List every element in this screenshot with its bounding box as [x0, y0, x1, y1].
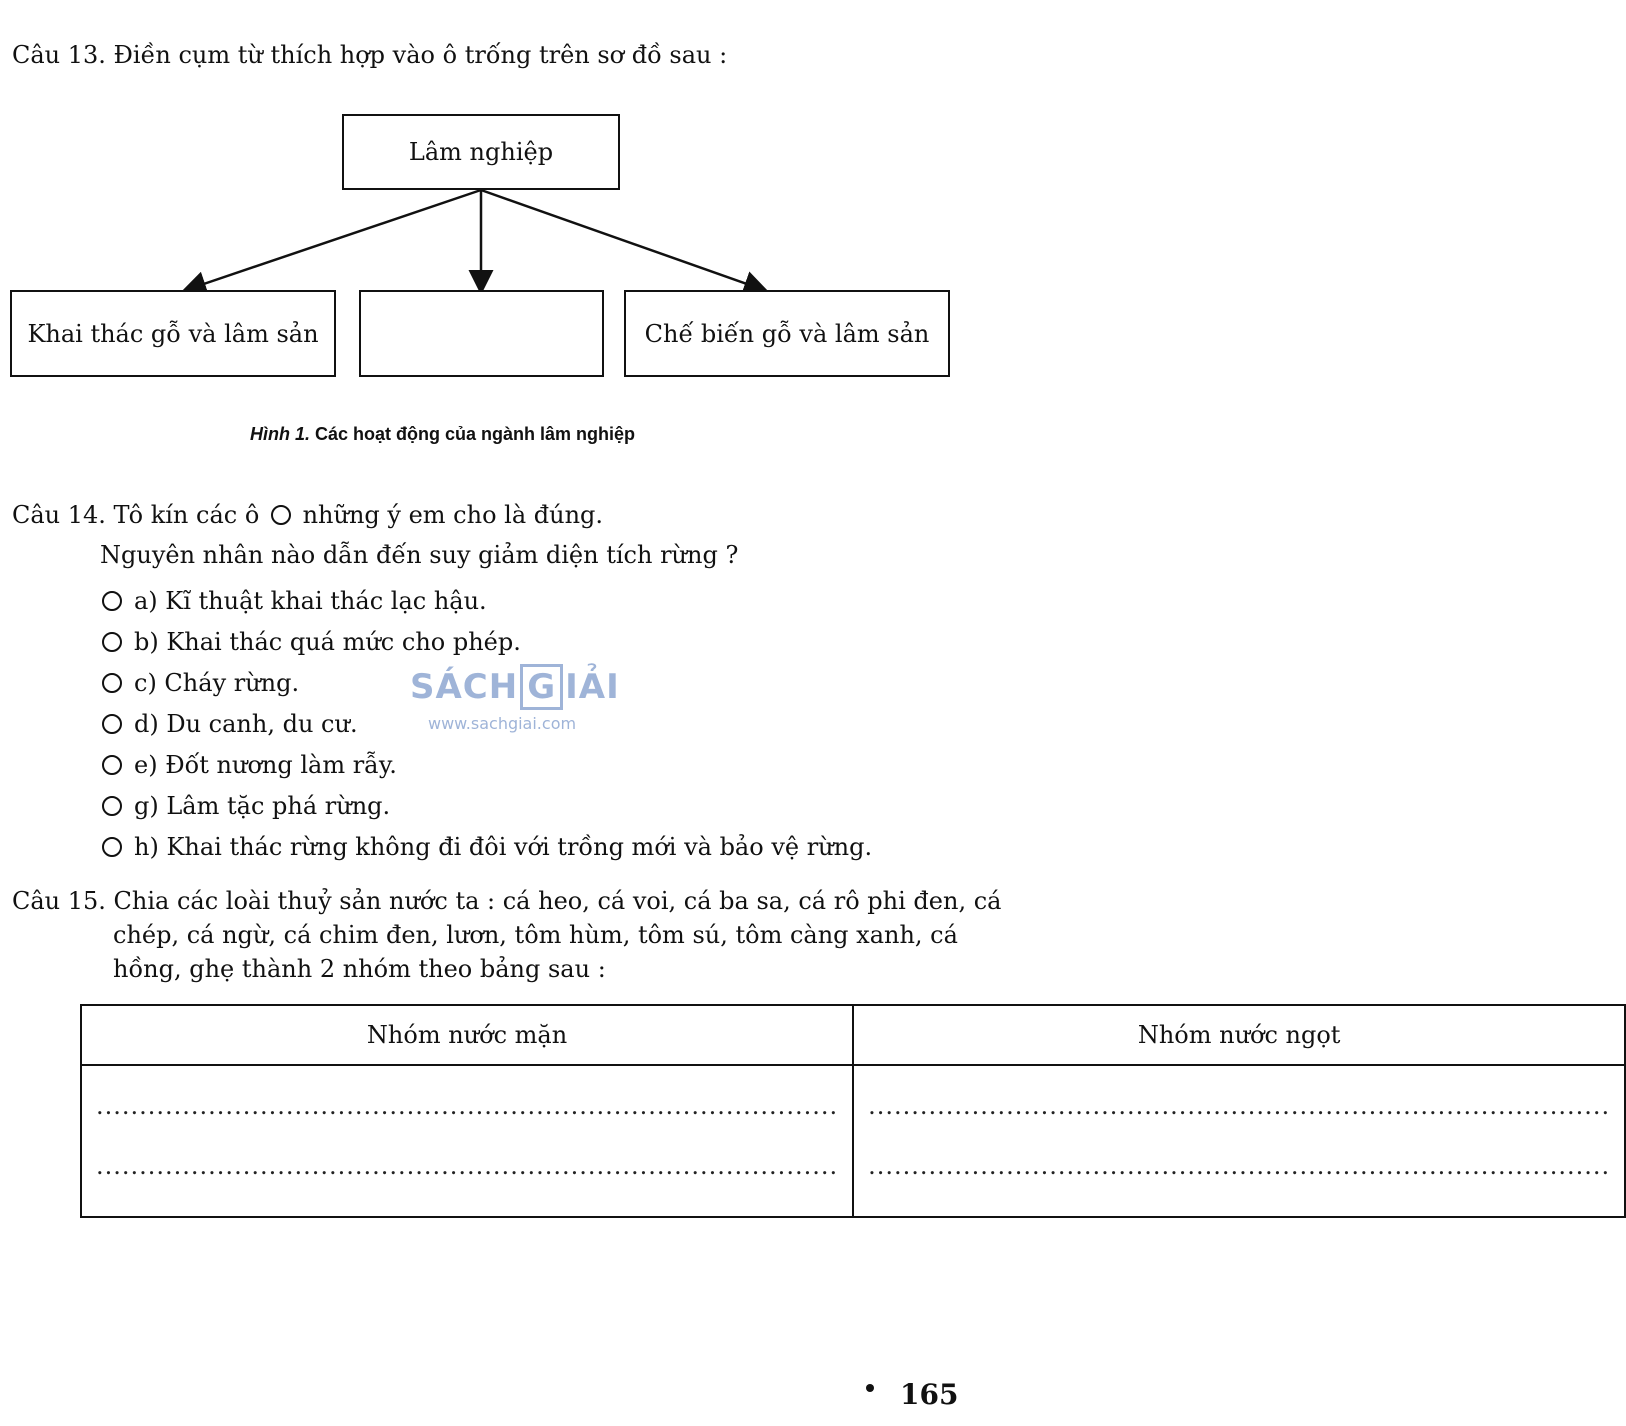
radio-circle-icon[interactable] [102, 591, 122, 611]
figure-caption-text: Các hoạt động của ngành lâm nghiệp [315, 424, 636, 444]
fresh-water-answer-cell[interactable] [853, 1065, 1625, 1217]
answer-dots: ...................................................................................... [868, 1152, 1611, 1180]
option-label: e) Đốt nương làm rẫy. [134, 750, 397, 779]
diagram-blank-box[interactable] [359, 290, 604, 377]
answer-dots: ...................................................................................... [96, 1152, 839, 1180]
answer-dots: ...................................................................................... [96, 1092, 839, 1120]
diagram-right-box [624, 290, 950, 377]
page-bullet-icon [866, 1384, 874, 1392]
radio-circle-icon[interactable] [102, 632, 122, 652]
question-15-line-1: Câu 15. Chia các loài thuỷ sản nước ta : cá heo, cá voi, cá ba sa, cá rô phi đen, cá [12, 887, 1002, 915]
radio-circle-icon[interactable] [102, 837, 122, 857]
question-14-text-after: những ý em cho là đúng. [302, 501, 604, 529]
option-label: c) Cháy rừng. [134, 668, 300, 697]
circle-icon [271, 505, 291, 525]
figure-caption [250, 424, 635, 445]
watermark-url: www.sachgiai.com [428, 714, 577, 733]
question-14-text-before: Câu 14. Tô kín các ô [12, 501, 260, 529]
diagram-root-box [342, 114, 620, 190]
option-label: b) Khai thác quá mức cho phép. [134, 627, 521, 656]
radio-circle-icon[interactable] [102, 796, 122, 816]
diagram-right-label: Chế biến gỗ và lâm sản [644, 319, 930, 348]
header-salt-water: Nhóm nước mặn [81, 1005, 853, 1065]
header-fresh-water: Nhóm nước ngọt [853, 1005, 1625, 1065]
option-h[interactable] [102, 826, 872, 867]
option-b[interactable] [102, 621, 872, 662]
arrow-to-right [481, 190, 764, 290]
grouping-table [80, 1004, 1626, 1218]
option-label: d) Du canh, du cư. [134, 709, 358, 738]
figure-caption-label: Hình 1. [250, 424, 311, 444]
option-e[interactable] [102, 744, 872, 785]
question-13-text: Câu 13. Điền cụm từ thích hợp vào ô trống trên sơ đồ sau : [12, 41, 728, 69]
watermark-brand-left: SÁCH [410, 667, 519, 707]
radio-circle-icon[interactable] [102, 755, 122, 775]
option-label: a) Kĩ thuật khai thác lạc hậu. [134, 586, 487, 615]
option-g[interactable] [102, 785, 872, 826]
watermark [410, 664, 620, 733]
question-15-line-3: hồng, ghẹ thành 2 nhóm theo bảng sau : [113, 955, 606, 983]
page-number: 165 [900, 1378, 959, 1411]
question-15-line-2: chép, cá ngừ, cá chim đen, lươn, tôm hùm, tôm sú, tôm càng xanh, cá [113, 921, 958, 949]
table-row [81, 1065, 1625, 1217]
diagram-left-label: Khai thác gỗ và lâm sản [27, 319, 319, 348]
question-14-prompt: Nguyên nhân nào dẫn đến suy giảm diện tích rừng ? [100, 541, 739, 569]
salt-water-answer-cell[interactable] [81, 1065, 853, 1217]
arrow-to-left [186, 190, 481, 290]
diagram-left-box [10, 290, 336, 377]
diagram-root-label: Lâm nghiệp [408, 138, 554, 166]
question-14-text [12, 500, 603, 530]
option-label: g) Lâm tặc phá rừng. [134, 791, 391, 820]
answer-dots: ...................................................................................... [868, 1092, 1611, 1120]
watermark-brand-right: IẢI [565, 667, 620, 707]
radio-circle-icon[interactable] [102, 673, 122, 693]
watermark-logo [410, 664, 620, 710]
table-header-row [81, 1005, 1625, 1065]
radio-circle-icon[interactable] [102, 714, 122, 734]
option-a[interactable] [102, 580, 872, 621]
watermark-brand-g: G [520, 664, 563, 710]
option-label: h) Khai thác rừng không đi đôi với trồng mới và bảo vệ rừng. [134, 832, 873, 861]
